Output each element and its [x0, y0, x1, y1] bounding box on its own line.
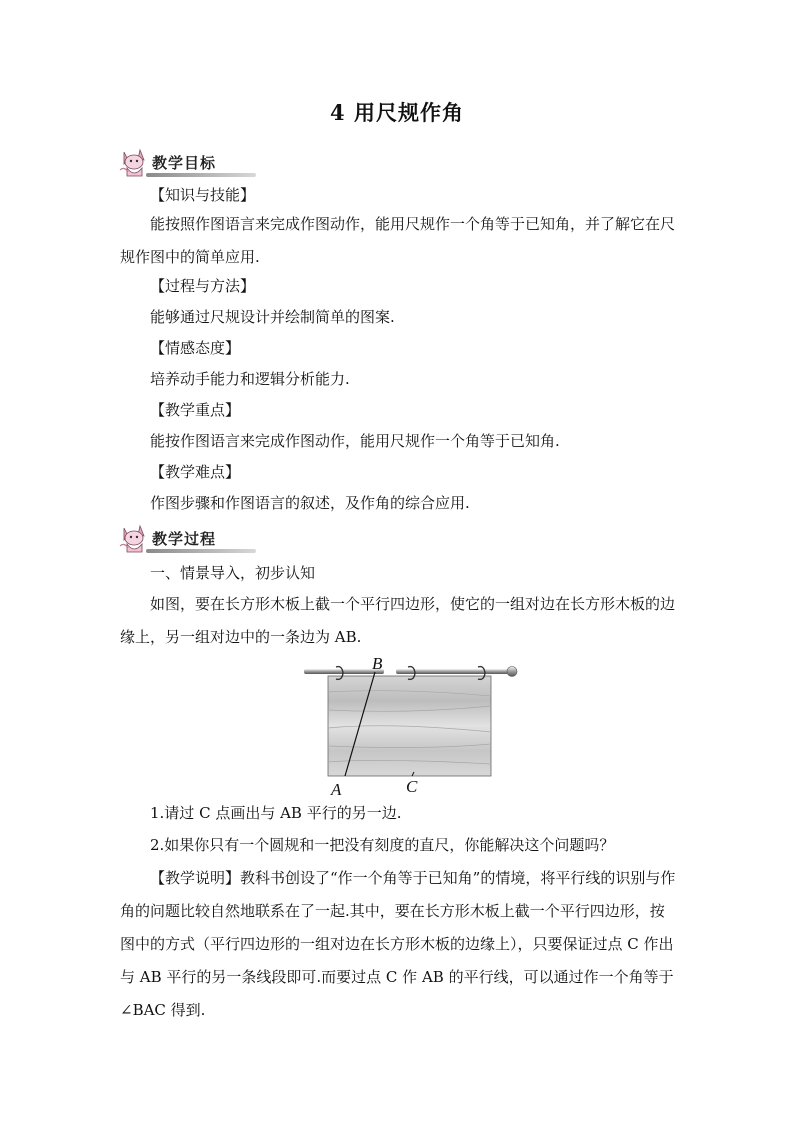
knowledge-heading: 【知识与技能】: [150, 186, 256, 204]
section-label-process: 教学过程: [152, 530, 217, 548]
section-badge-goals: [118, 146, 252, 180]
page-title: 4 用尺规作角: [330, 100, 464, 125]
key-points-text: 能按作图语言来完成作图动作，能用尺规作一个角等于已知角.: [150, 432, 560, 450]
section-badge-process: [118, 522, 252, 556]
label-a: A: [331, 780, 342, 799]
intro-paragraph: 如图，要在长方形木板上截一个平行四边形，使它的一组对边在长方形木板的边缘上，另一组对边中的一条边为 AB.: [120, 595, 676, 646]
method-heading: 【过程与方法】: [150, 277, 256, 295]
difficulty-text: 作图步骤和作图语言的叙述，及作角的综合应用.: [150, 494, 470, 512]
question-2: 2.如果你只有一个圆规和一把没有刻度的直尺，你能解决这个问题吗？: [150, 836, 615, 854]
question-1: 1.请过 C 点画出与 AB 平行的另一边.: [150, 804, 402, 822]
hanging-rod-right: [396, 669, 508, 674]
emotion-text: 培养动手能力和逻辑分析能力.: [150, 370, 350, 388]
label-c: C: [406, 777, 418, 796]
label-b: B: [372, 654, 383, 673]
key-points-heading: 【教学重点】: [150, 401, 241, 419]
method-text: 能够通过尺规设计并绘制简单的图案.: [150, 308, 395, 326]
board-diagram: [290, 652, 530, 800]
board-figure: [290, 652, 530, 804]
emotion-heading: 【情感态度】: [150, 339, 241, 357]
step1-heading: 一、情景导入，初步认知: [150, 564, 316, 582]
section-label-goals: 教学目标: [152, 154, 217, 172]
rod-end-knob: [507, 667, 517, 677]
section-underline: [146, 173, 256, 177]
difficulty-heading: 【教学难点】: [150, 463, 241, 481]
teaching-note: 【教学说明】教科书创设了“作一个角等于已知角”的情境，将平行线的识别与作角的问题比较自然地联系在了一起.其中，要在长方形木板上截一个平行四边形，按图中的方式（平行四边形的一组对边在长方形木板的边缘上），只要保证过点 C 作出与 AB 平行的另一条线段即可.而要过点 C 作 AB 的平行线，可以通过作一个角等于∠BAC 得到.: [120, 869, 676, 1019]
section-underline: [146, 549, 256, 553]
knowledge-text: 能按照作图语言来完成作图动作，能用尺规作一个角等于已知角，并了解它在尺规作图中的简单应用.: [120, 215, 676, 266]
